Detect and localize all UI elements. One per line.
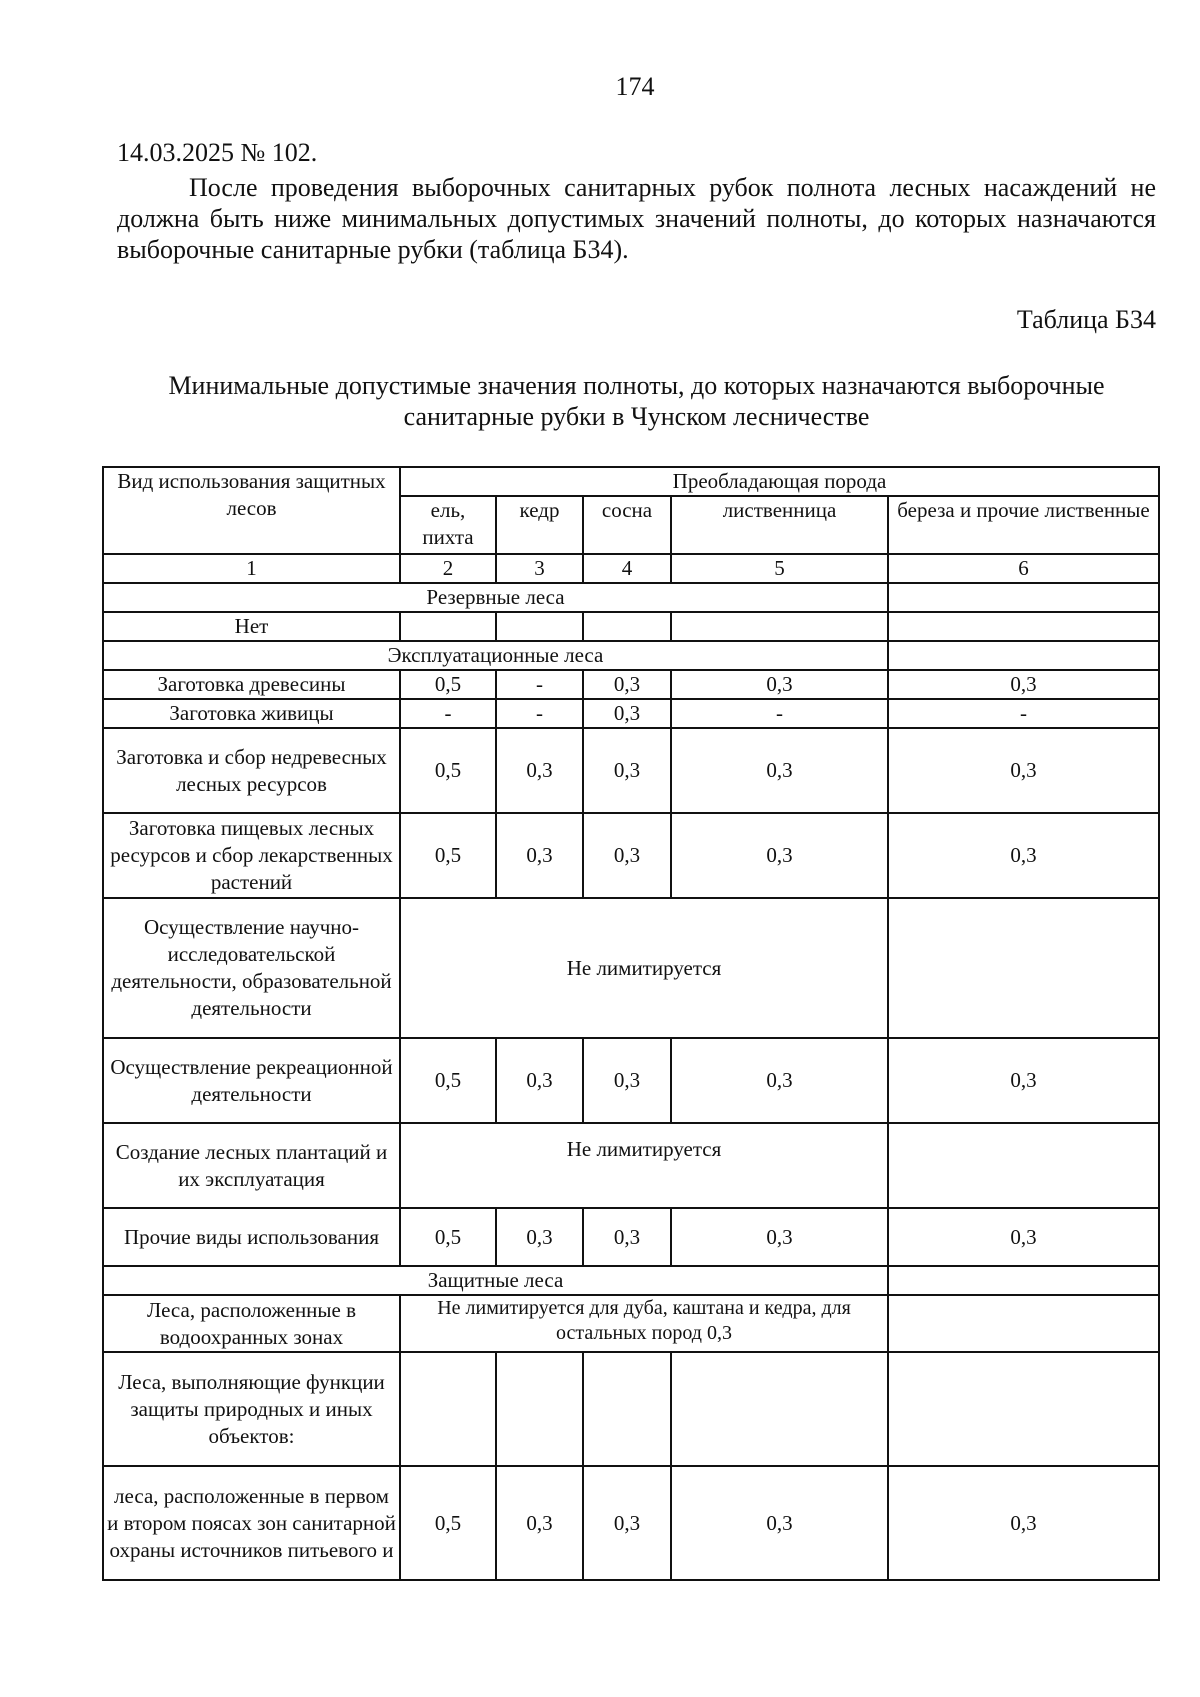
empty-cell — [671, 1352, 888, 1466]
value-cell: 0,3 — [496, 813, 583, 898]
empty-cell — [400, 612, 496, 641]
merged-value-cell: Не лимитируется для дуба, каштана и кедра, для остальных пород 0,3 — [400, 1295, 888, 1352]
col-num-1: 1 — [103, 554, 400, 583]
value-cell: 0,3 — [496, 728, 583, 813]
row-label: Осуществление рекреационной деятельности — [103, 1038, 400, 1123]
value-cell: 0,3 — [671, 728, 888, 813]
value-cell: - — [496, 699, 583, 728]
table-row-timber — [103, 670, 1159, 699]
row-label: Прочие виды использования — [103, 1208, 400, 1266]
table-row-functions — [103, 1352, 1159, 1466]
empty-cell — [400, 1352, 496, 1466]
value-cell: 0,5 — [400, 728, 496, 813]
value-cell: 0,3 — [888, 1466, 1159, 1580]
value-cell: 0,3 — [888, 813, 1159, 898]
section-row-exploitation — [103, 641, 1159, 670]
row-label: Осуществление научно-исследовательской деятельности, образовательной деятельности — [103, 898, 400, 1038]
header-pine: сосна — [583, 496, 671, 554]
table-title: Минимальные допустимые значения полноты, до которых назначаются выборочные санитарные рубки в Чунском лесничестве — [168, 371, 1105, 431]
table-row-resin — [103, 699, 1159, 728]
col-num-5: 5 — [671, 554, 888, 583]
empty-cell — [496, 612, 583, 641]
header-usage-type: Вид использования защитных лесов — [103, 467, 400, 554]
table-row-other — [103, 1208, 1159, 1266]
empty-cell — [888, 898, 1159, 1038]
document-reference: 14.03.2025 № 102. — [117, 138, 318, 167]
value-cell: 0,3 — [496, 1466, 583, 1580]
row-label: Заготовка древесины — [103, 670, 400, 699]
value-cell: 0,3 — [888, 670, 1159, 699]
value-cell: 0,5 — [400, 1038, 496, 1123]
section-row-reserve — [103, 583, 1159, 612]
empty-cell — [888, 1123, 1159, 1208]
table-row-plantations — [103, 1123, 1159, 1208]
col-num-2: 2 — [400, 554, 496, 583]
value-cell: 0,3 — [496, 1208, 583, 1266]
value-cell: 0,3 — [671, 1208, 888, 1266]
value-cell: 0,3 — [583, 699, 671, 728]
table-row-sanitary — [103, 1466, 1159, 1580]
section-reserve: Резервные леса — [103, 583, 888, 612]
value-cell: - — [888, 699, 1159, 728]
table-label: Таблица Б34 — [1016, 305, 1156, 334]
empty-cell — [496, 1352, 583, 1466]
density-table — [102, 466, 1160, 1581]
value-cell: 0,5 — [400, 1208, 496, 1266]
header-species-group: Преобладающая порода — [400, 467, 1159, 496]
body-paragraph: После проведения выборочных санитарных рубок полнота лесных насаждений не должна быть ниже минимальных допустимых значений полноты, до которых назначаются выборочные санитарные рубки (таблица Б34). — [117, 173, 1156, 264]
section-row-protective — [103, 1266, 1159, 1295]
header-larch: лиственница — [671, 496, 888, 554]
header-cedar: кедр — [496, 496, 583, 554]
value-cell: 0,3 — [583, 1038, 671, 1123]
row-label: Заготовка пищевых лесных ресурсов и сбор лекарственных растений — [103, 813, 400, 898]
value-cell: 0,3 — [496, 1038, 583, 1123]
row-label: Заготовка живицы — [103, 699, 400, 728]
value-cell: 0,3 — [583, 1208, 671, 1266]
value-cell: 0,3 — [671, 670, 888, 699]
value-cell: 0,3 — [671, 813, 888, 898]
value-cell: - — [400, 699, 496, 728]
empty-cell — [888, 583, 1159, 612]
merged-value-cell: Не лимитируется — [400, 1123, 888, 1208]
table-row-reserve-none — [103, 612, 1159, 641]
value-cell: 0,5 — [400, 670, 496, 699]
table-row-water — [103, 1295, 1159, 1352]
value-cell: 0,5 — [400, 813, 496, 898]
page-number: 174 — [615, 72, 655, 101]
row-label: Создание лесных плантаций и их эксплуатация — [103, 1123, 400, 1208]
empty-cell — [583, 612, 671, 641]
section-exploitation: Эксплуатационные леса — [103, 641, 888, 670]
empty-cell — [583, 1352, 671, 1466]
row-label: Заготовка и сбор недревесных лесных ресурсов — [103, 728, 400, 813]
empty-cell — [888, 1295, 1159, 1352]
value-cell: 0,5 — [400, 1466, 496, 1580]
empty-cell — [888, 1352, 1159, 1466]
col-num-6: 6 — [888, 554, 1159, 583]
table-header-row — [103, 467, 1159, 496]
empty-cell — [888, 612, 1159, 641]
value-cell: 0,3 — [671, 1038, 888, 1123]
value-cell: - — [496, 670, 583, 699]
value-cell: 0,3 — [888, 728, 1159, 813]
value-cell: 0,3 — [888, 1208, 1159, 1266]
empty-cell — [671, 612, 888, 641]
table-row-nonwood — [103, 728, 1159, 813]
table-row-food — [103, 813, 1159, 898]
value-cell: 0,3 — [583, 728, 671, 813]
value-cell: 0,3 — [671, 1466, 888, 1580]
row-label: Леса, расположенные в водоохранных зонах — [103, 1295, 400, 1352]
empty-cell — [888, 1266, 1159, 1295]
value-cell: - — [671, 699, 888, 728]
header-birch: береза и прочие лиственные — [888, 496, 1159, 554]
merged-value-cell: Не лимитируется — [400, 898, 888, 1038]
table-row-recreation — [103, 1038, 1159, 1123]
section-protective: Защитные леса — [103, 1266, 888, 1295]
table-row-science — [103, 898, 1159, 1038]
value-cell: 0,3 — [888, 1038, 1159, 1123]
header-spruce-fir: ель, пихта — [400, 496, 496, 554]
value-cell: 0,3 — [583, 813, 671, 898]
empty-cell — [888, 641, 1159, 670]
col-num-3: 3 — [496, 554, 583, 583]
value-cell: 0,3 — [583, 1466, 671, 1580]
value-cell: 0,3 — [583, 670, 671, 699]
column-number-row — [103, 554, 1159, 583]
row-label: Леса, выполняющие функции защиты природных и иных объектов: — [103, 1352, 400, 1466]
row-label: леса, расположенные в первом и втором поясах зон санитарной охраны источников питьевого и — [103, 1466, 400, 1580]
row-label: Нет — [103, 612, 400, 641]
col-num-4: 4 — [583, 554, 671, 583]
